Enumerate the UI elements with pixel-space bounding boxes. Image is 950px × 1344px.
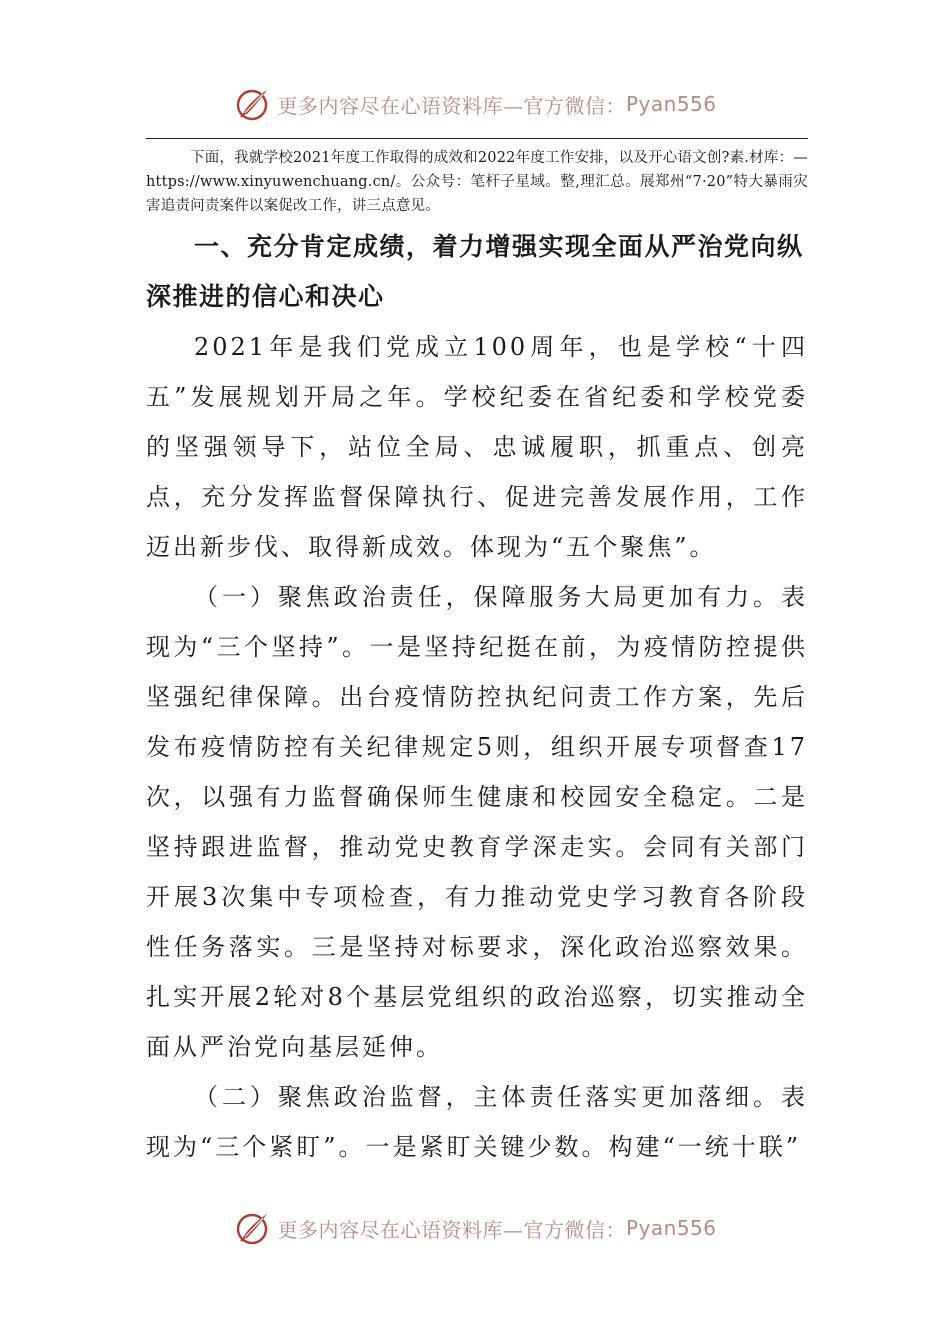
body-paragraph-2: （一）聚焦政治责任，保障服务大局更加有力。表现为“三个坚持”。一是坚持纪挺在前，为疫情防控提供坚强纪律保障。出台疫情防控执纪问责工作方案，先后发布疫情防控有关纪律规定5则，组织开展专项督查17次，以强有力监督确保师生健康和校园安全稳定。二是坚持跟进监督，推动党史教育学深走实。会同有关部门开展3次集中专项检查，有力推动党史学习教育各阶段性任务落实。三是坚持对标要求，深化政治巡察效果。扎实开展2轮对8个基层党组织的政治巡察，切实推动全面从严治党向基层延伸。 [146,583,808,1061]
body-paragraph-3: （二）聚焦政治监督，主体责任落实更加落细。表现为“三个紧盯”。一是紧盯关键少数。构建“一统十联” [146,1083,808,1161]
banner-wechat-id: Pyan556 [625,92,717,116]
header-watermark-banner [0,82,950,126]
document-body [146,146,808,1172]
intro-paragraph: 下面，我就学校2021年度工作取得的成效和2022年度工作安排，以及开心语文创?素.材库：—https://www.xinyuwenchuang.cn/。公众号：笔杆子星域。整,理汇总。展郑州“7·20”特大暴雨灾害追责问责案件以案促改工作，讲三点意见。 [146,150,808,214]
footer-watermark-banner [0,1206,950,1250]
section-heading: 一、充分肯定成绩，着力增强实现全面从严治党向纵深推进的信心和决心 [146,232,804,311]
quill-logo-icon [233,84,273,124]
header-divider [146,138,808,139]
banner-text: 更多内容尽在心语资料库—官方微信： [277,1217,626,1242]
body-paragraph-1: 2021年是我们党成立100周年，也是学校“十四五”发展规划开局之年。学校纪委在省纪委和学校党委的坚强领导下，站位全局、忠诚履职，抓重点、创亮点，充分发挥监督保障执行、促进完善发展作用，工作迈出新步伐、取得新成效。体现为“五个聚焦”。 [146,333,808,561]
quill-logo-icon [233,1208,273,1248]
banner-wechat-id: Pyan556 [625,1216,717,1240]
banner-text: 更多内容尽在心语资料库—官方微信： [277,93,626,118]
